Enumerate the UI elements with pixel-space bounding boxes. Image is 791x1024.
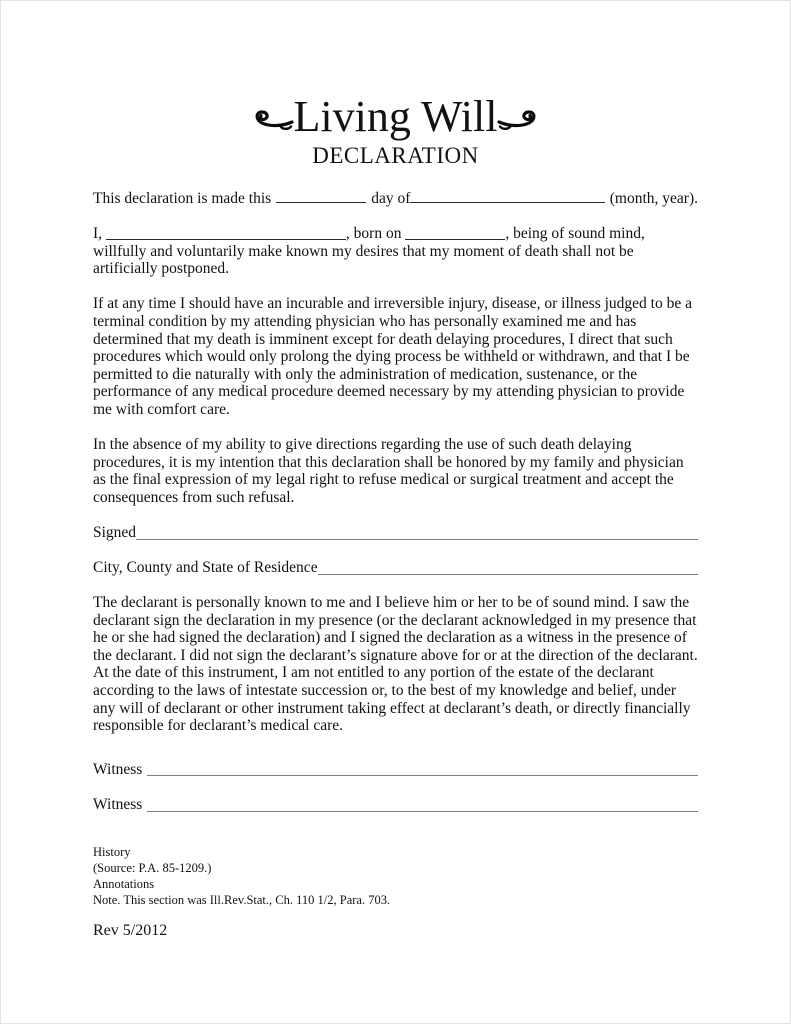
statute-note: Note. This section was Ill.Rev.Stat., Ch. 110 1/2, Para. 703. [93, 892, 391, 907]
directive-paragraph: If at any time I should have an incurable and irreversible injury, disease, or illness judged to be a terminal condition by my attending physician who has personally examined me and has determined that my death is imminent except for death delaying procedures, I direct that such procedures which would only prolong the dying process be withheld or withdrawn, and that I be permitted to die naturally with only the administration of medication, sustenance, or the performance of any medical procedure deemed necessary by my attending physician to provide me with comfort care. [93, 295, 692, 418]
opening-text-3: , being of sound mind, willfully and voluntarily make known my desires that my moment of death shall not be artificially postponed. [93, 225, 645, 278]
birth-date-blank[interactable] [405, 226, 505, 240]
signed-label: Signed [93, 523, 137, 541]
document-subtitle: DECLARATION [312, 143, 479, 168]
witness-1-label: Witness [93, 760, 143, 778]
residence-row [93, 559, 698, 577]
witness-statement-paragraph: The declarant is personally known to me and I believe him or her to be of sound mind. I saw the declarant sign the declaration in my presence (or the declarant acknowledged in my presence that he or she had signed the declaration) and I signed the declaration as a witness in the presence of the declarant. I did not sign the declarant’s signature above for or at the direction of the declarant. At the date of this instrument, I am not entitled to any portion of the estate of the declarant according to the laws of intestate succession or, to the best of my knowledge and belief, under any will of declarant or other instrument taking effect at declarant’s death, or directly financially responsible for declarant’s medical care. [93, 594, 698, 735]
date-line-text-3: (month, year). [609, 190, 698, 207]
opening-text-1: I, [93, 225, 103, 243]
month-year-blank[interactable] [410, 189, 604, 203]
fleuron-ornament-right-icon [497, 109, 541, 133]
annotations-heading: Annotations [93, 876, 155, 891]
statute-notes [93, 844, 698, 908]
witness-2-label: Witness [93, 795, 143, 813]
document-title: Living Will [293, 92, 498, 141]
residence-label: City, County and State of Residence [93, 559, 318, 576]
history-heading: History [93, 844, 131, 859]
witness-1-row [93, 761, 698, 779]
date-line-text-1: This declaration is made this [93, 190, 272, 207]
date-line-text-2: day of [371, 190, 411, 207]
witness-2-signature-line[interactable] [147, 811, 698, 812]
opening-paragraph [93, 225, 698, 278]
signed-signature-line[interactable] [136, 539, 698, 540]
revision-date: Rev 5/2012 [93, 921, 168, 939]
source-note: (Source: P.A. 85-1209.) [93, 860, 212, 875]
date-line [93, 189, 698, 208]
fleuron-ornament-left-icon [250, 109, 294, 133]
document-title-row [93, 93, 698, 141]
witness-2-row [93, 796, 698, 814]
absence-paragraph: In the absence of my ability to give directions regarding the use of such death delaying procedures, it is my intention that this declaration shall be honored by my family and physician as the final expression of my legal right to refuse medical or surgical treatment and accept the consequences from such refusal. [93, 436, 684, 506]
residence-line[interactable] [318, 574, 698, 575]
day-blank[interactable] [276, 189, 366, 203]
opening-text-2: , born on [345, 225, 402, 243]
witness-1-signature-line[interactable] [147, 775, 698, 776]
signed-row [93, 524, 698, 542]
declarant-name-blank[interactable] [106, 226, 346, 240]
